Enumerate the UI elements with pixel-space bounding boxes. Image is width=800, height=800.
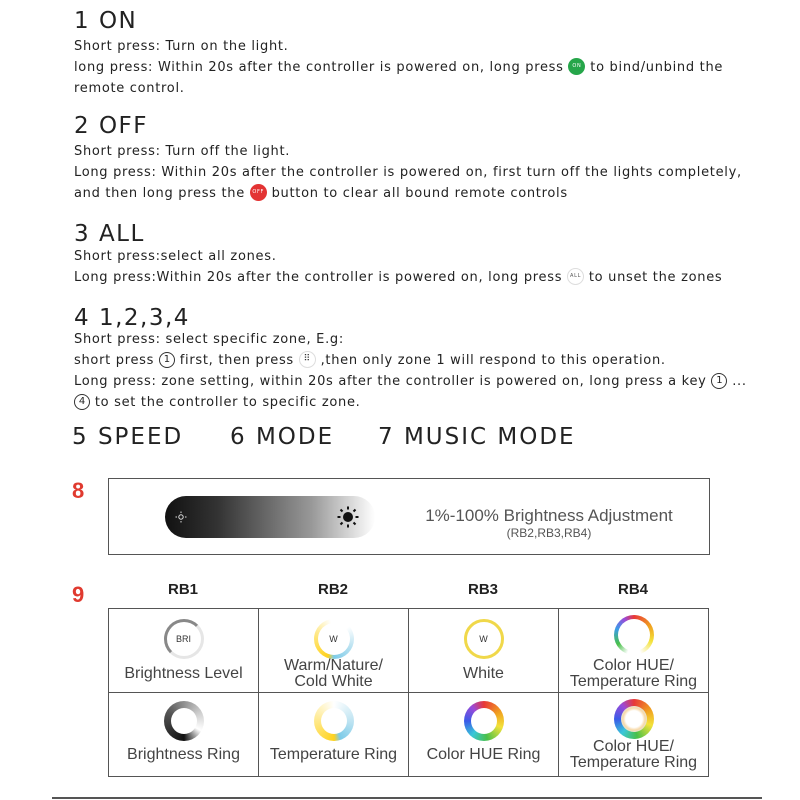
warm-white-ring-icon [314, 619, 354, 659]
section-4-line-2-mid: first, then press [174, 353, 299, 368]
section-8-number: 8 [72, 478, 85, 503]
section-1-line-3: remote control. [74, 81, 185, 96]
cell-warm-nature-cold-white [259, 609, 409, 693]
cell-label-line-1: Warm/Nature/ [284, 657, 383, 674]
cell-label: Brightness Ring [127, 746, 240, 763]
section-2-line-1: Short press: Turn off the light. [74, 144, 291, 159]
section-2-line-3-post: button to clear all bound remote controls [266, 186, 568, 201]
section-4-line-2-pre: short press [74, 353, 159, 368]
section-9-number: 9 [72, 582, 85, 607]
ring-center [171, 708, 197, 734]
section-2-title: 2 OFF [74, 113, 149, 139]
w-badge: W [318, 623, 350, 655]
section-1-line-2-post: to bind/unbind the [585, 60, 724, 75]
header-rb1: RB1 [167, 581, 198, 598]
cell-temperature-ring [259, 693, 409, 777]
section-2-line-2: Long press: Within 20s after the controller is powered on, first turn off the lights completely, [74, 165, 742, 180]
section-2-line-3-pre: and then long press the [74, 186, 250, 201]
section-1-line-2-pre: long press: Within 20s after the controller is powered on, long press [74, 60, 569, 75]
section-4-line-2 [74, 351, 666, 371]
section-4-title: 4 1,2,3,4 [74, 305, 190, 331]
section-2-line-3 [74, 184, 568, 204]
section-4-line-3-post: ... [727, 374, 747, 389]
cell-label: Color HUE Ring [426, 746, 541, 763]
color-hue-ring-icon [464, 701, 504, 741]
cell-label-line-2: Temperature Ring [569, 673, 698, 690]
section-4-line-4 [74, 393, 361, 413]
cell-brightness-level [109, 609, 259, 693]
cell-brightness-ring [109, 693, 259, 777]
brightness-sublabel: (RB2,RB3,RB4) [506, 526, 592, 540]
cell-label-line-2: Cold White [294, 673, 373, 690]
white-ring-icon [464, 619, 504, 659]
cell-color-hue-temperature-1 [559, 609, 709, 693]
section-3-line-2 [74, 268, 722, 288]
ring-table [108, 608, 709, 777]
sun-small-icon [175, 511, 187, 523]
header-rb4: RB4 [617, 581, 648, 598]
temperature-ring-icon [314, 701, 354, 741]
section-1-line-2 [74, 58, 723, 78]
all-button-icon: ALL [567, 268, 584, 285]
section-4-line-1: Short press: select specific zone, E.g: [74, 332, 344, 347]
ring-center [321, 708, 347, 734]
section-3-line-2-pre: Long press:Within 20s after the controller is powered on, long press [74, 270, 568, 285]
w-badge: W [471, 626, 497, 652]
key-1-icon: 1 [711, 373, 727, 389]
brightness-level-icon [164, 619, 204, 659]
off-button-icon: OFF [250, 184, 267, 201]
sun-large-icon [337, 506, 359, 528]
section-6-title: 6 MODE [230, 424, 335, 450]
bri-badge: BRI [171, 626, 197, 652]
brightness-label: 1%-100% Brightness Adjustment [425, 506, 673, 525]
section-4-line-3 [74, 372, 747, 392]
bottom-divider [52, 797, 762, 799]
zone-button-icon: ⠿ [299, 351, 316, 368]
brightness-slider[interactable] [165, 496, 375, 538]
section-1-title: 1 ON [74, 8, 138, 34]
ring-center [621, 706, 647, 732]
cell-label-line-1: Color HUE/ [593, 738, 674, 755]
cell-label: Temperature Ring [269, 746, 398, 763]
header-rb3: RB3 [467, 581, 498, 598]
brightness-ring-icon [164, 701, 204, 741]
header-rb2: RB2 [317, 581, 348, 598]
section-4-line-2-post: ,then only zone 1 will respond to this operation. [315, 353, 666, 368]
section-3-line-2-post: to unset the zones [584, 270, 723, 285]
key-4-icon: 4 [74, 394, 90, 410]
cell-label-line-1: Color HUE/ [593, 657, 674, 674]
hue-temperature-ring-icon [614, 699, 654, 739]
ring-center [471, 708, 497, 734]
on-button-icon: ON [568, 58, 585, 75]
cell-label: White [463, 665, 504, 682]
section-4-line-4-post: to set the controller to specific zone. [90, 395, 361, 410]
section-7-title: 7 MUSIC MODE [378, 424, 576, 450]
cell-label: Brightness Level [124, 665, 243, 682]
cell-color-hue-ring [409, 693, 559, 777]
cell-color-hue-temperature-2 [559, 693, 709, 777]
key-1-icon: 1 [159, 352, 175, 368]
hue-temperature-ring-icon [614, 615, 654, 655]
section-3-line-1: Short press:select all zones. [74, 249, 277, 264]
brightness-panel [108, 478, 710, 555]
cell-label-line-2: Temperature Ring [569, 754, 698, 771]
cell-white [409, 609, 559, 693]
section-3-title: 3 ALL [74, 221, 145, 247]
section-4-line-3-pre: Long press: zone setting, within 20s after the controller is powered on, long press a key [74, 374, 712, 389]
section-5-title: 5 SPEED [72, 424, 184, 450]
section-1-line-1: Short press: Turn on the light. [74, 39, 289, 54]
ring-center [618, 619, 650, 651]
